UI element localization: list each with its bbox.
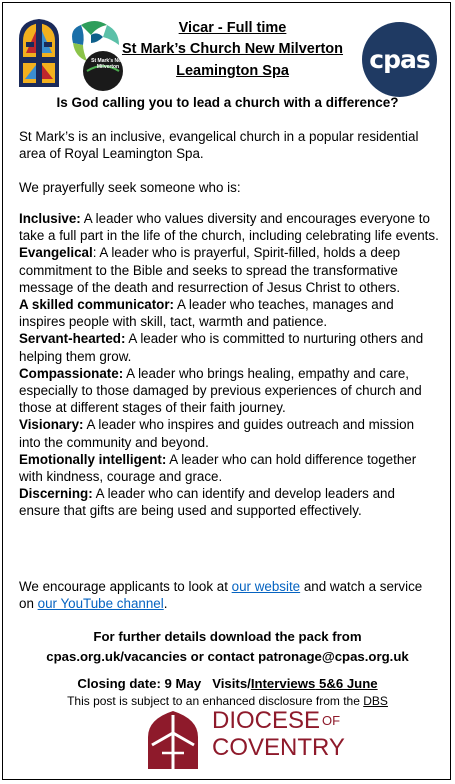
- closing-line: [0, 674, 455, 693]
- quality-item: [19, 296, 439, 330]
- quality-term: Servant-hearted:: [19, 331, 126, 347]
- quality-text: A leader who brings healing, empathy and care, especially to those damaged by previous experiences of church and those at different stages of their faith journey.: [19, 365, 422, 416]
- disclosure-text: This post is subject to an enhanced disclosure from the: [67, 694, 364, 708]
- disclosure-line: [0, 694, 455, 708]
- website-link[interactable]: our website: [231, 579, 301, 594]
- seek-line: We prayerfully seek someone who is:: [19, 180, 241, 195]
- encourage-paragraph: [19, 578, 439, 612]
- diocese-of: OF: [322, 713, 341, 728]
- quality-item: [19, 416, 439, 450]
- interview-dates: 5&6 June: [315, 676, 378, 691]
- quality-text: A leader who can identify and develop leaders and ensure that gifts are being used and supported effectively.: [19, 486, 395, 519]
- closing-date: Closing date: 9 May: [77, 676, 202, 691]
- quality-item: [19, 330, 439, 364]
- quality-term: A skilled communicator:: [19, 297, 175, 313]
- church-name: St Mark’s Church New Milverton: [121, 41, 344, 57]
- quality-text: A leader who inspires and guides outreach and mission into the community and beyond.: [19, 417, 415, 450]
- encourage-text: We encourage applicants to look at: [19, 579, 232, 594]
- stained-glass-window-icon: [16, 17, 62, 89]
- interviews-label: Interviews: [250, 676, 316, 691]
- quality-term: Visionary:: [19, 417, 84, 433]
- quality-item: [19, 244, 439, 296]
- quality-term: Inclusive:: [19, 211, 81, 226]
- job-title: Vicar - Full time: [178, 20, 287, 36]
- st-marks-logo-text: St Mark's New Milverton: [91, 58, 125, 70]
- quality-term: Emotionally intelligent:: [19, 451, 167, 467]
- quality-item: [19, 485, 439, 519]
- visits-label: Visits/: [212, 676, 251, 691]
- dbs-label: DBS: [363, 694, 388, 708]
- cpas-logo-text: cpas: [369, 45, 430, 74]
- qualities-list: [19, 210, 439, 520]
- quality-text: : A leader who is prayerful, Spirit-filled, holds a deep commitment to the Bible and seeks to spread the transformative message of the death and resurrection of Jesus Christ to others.: [19, 245, 401, 295]
- youtube-link[interactable]: our YouTube channel: [37, 596, 164, 612]
- cpas-logo: [362, 22, 437, 97]
- quality-text: A leader who values diversity and encourages everyone to take a full part in the life of the church, including celebrating life events.: [19, 211, 439, 244]
- quality-text: A leader who is committed to nurturing others and helping them grow.: [19, 331, 424, 364]
- coventry-word: COVENTRY: [212, 734, 345, 761]
- quality-item: [19, 451, 439, 485]
- st-marks-logo: [67, 17, 125, 93]
- intro-paragraph: St Mark’s is an inclusive, evangelical church in a popular residential area of Royal Leamington Spa.: [19, 129, 419, 162]
- encourage-text: and watch a service on: [19, 579, 423, 612]
- quality-text: A leader who can hold difference together with kindness, courage and grace.: [19, 451, 417, 485]
- quality-term: Discerning:: [19, 486, 93, 502]
- headline-question: Is God calling you to lead a church with a difference?: [56, 95, 399, 110]
- mitre-icon: [140, 709, 206, 771]
- diocese-wordmark: [212, 709, 345, 760]
- quality-text: A leader who teaches, manages and inspires people with skill, tact, warmth and patience.: [19, 297, 394, 330]
- quality-term: Compassionate:: [19, 365, 124, 381]
- diocese-word: DIOCESE: [212, 707, 321, 734]
- details-line-1: For further details download the pack from: [93, 629, 362, 644]
- encourage-text: .: [163, 596, 168, 612]
- details-line-2: cpas.org.uk/vacancies or contact patronage@cpas.org.uk: [46, 649, 409, 664]
- quality-term: Evangelical: [19, 245, 93, 261]
- quality-item: [19, 365, 439, 417]
- quality-item: [19, 210, 439, 244]
- church-location: Leamington Spa: [176, 63, 289, 79]
